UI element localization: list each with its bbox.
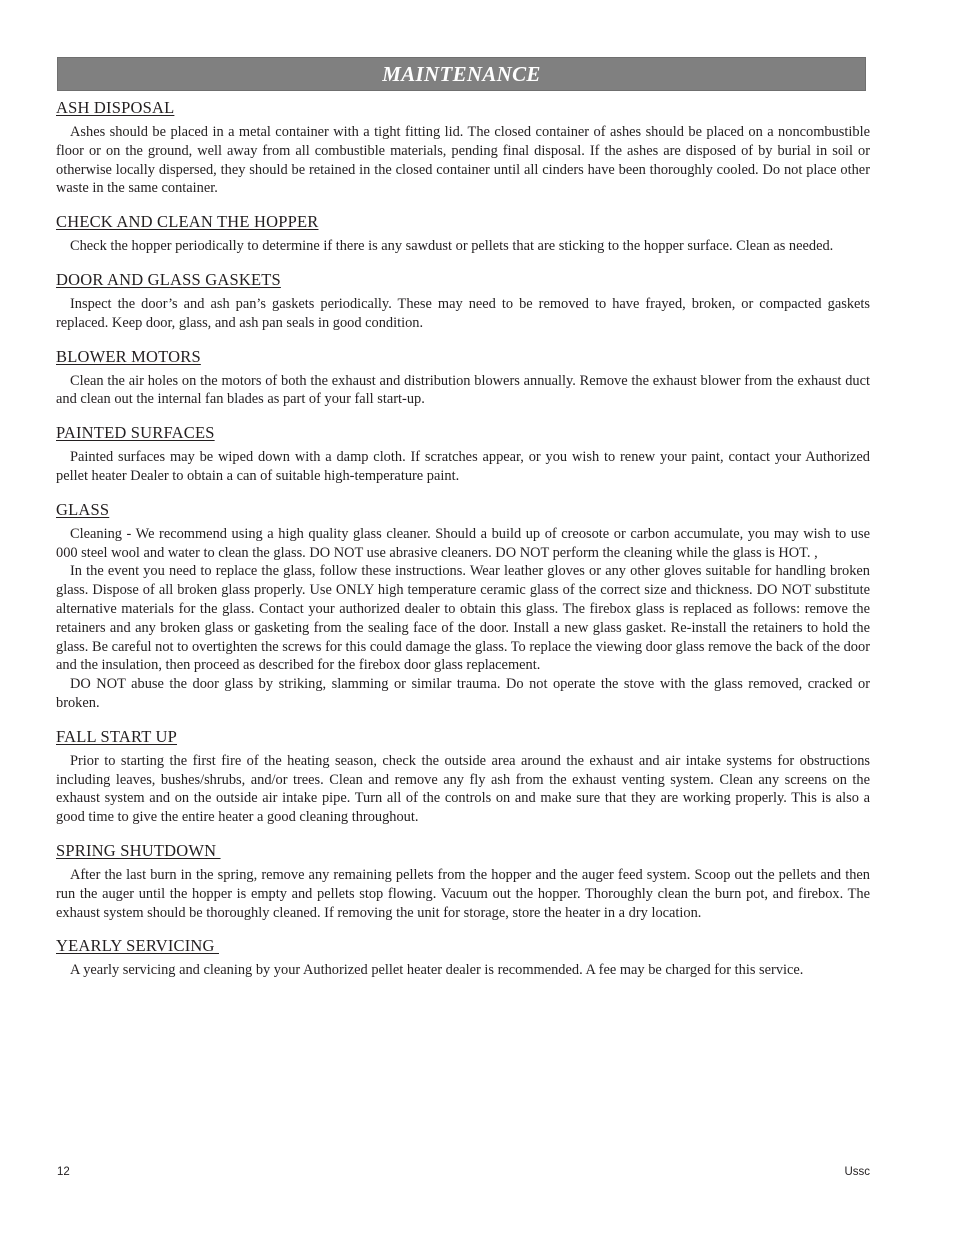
section-paragraph: Check the hopper periodically to determine if there is any sawdust or pellets that are sticking to the hopper surface. Clean as needed. [70,238,834,255]
section-banner [57,57,866,91]
section-heading: CHECK AND CLEAN THE HOPPER [56,212,319,232]
section-paragraph: Cleaning - We recommend using a high quality glass cleaner. Should a build up of creosote or carbon accumulate, you may wish to use 000 steel wool and water to clean the glass. DO NOT use abrasive cleaners. DO NOT perform the cleaning while the glass is HOT. , [56,525,870,561]
section [56,211,870,256]
section-heading: FALL START UP [56,726,178,746]
section [56,840,870,922]
section-paragraph: A yearly servicing and cleaning by your Authorized pellet heater dealer is recommended. A fee may be charged for this service. [70,962,804,979]
section-heading: YEARLY SERVICING [56,936,219,956]
section-paragraph: Painted surfaces may be wiped down with a damp cloth. If scratches appear, or you wish to renew your paint, contact your Authorized pellet heater Dealer to obtain a can of suitable high-temperature paint. [56,449,870,484]
section-paragraph: DO NOT abuse the door glass by striking, slamming or similar trauma. Do not operate the stove with the glass removed, cracked or broken. [56,676,870,711]
section-paragraph: Inspect the door’s and ash pan’s gaskets periodically. These may need to be removed to have frayed, broken, or compacted gaskets replaced. Keep door, glass, and ash pan seals in good condition. [56,295,870,331]
section [56,499,870,713]
section-paragraph: Clean the air holes on the motors of both the exhaust and distribution blowers annually. Remove the exhaust blower from the exhaust duct and clean out the internal fan blades as part of your fall start-up. [56,372,870,408]
section-heading: GLASS [56,499,110,519]
section-heading: DOOR AND GLASS GASKETS [56,269,281,289]
section [56,97,870,198]
document-code: Ussc [844,1166,870,1178]
section-heading: ASH DISPOSAL [56,98,175,117]
section-paragraph: In the event you need to replace the glass, follow these instructions. Wear leather gloves or any other gloves suitable for handling broken glass. Dispose of all broken glass properly. Use ONLY high temperature ceramic glass of the correct size and thickness. DO NOT substitute alternative materials for the glass. Contact your authorized dealer to obtain this glass. The firebox glass is replaced as follows: remove the retainers and any broken glass or gasketing from the sealing face of the door. Install a new glass gasket. Re-install the retainers to hold the glass. Be careful not to overtighten the screws for this could damage the glass. To replace the viewing door glass remove the back of the door and the insulation, then proceed as described for the firebox door glass replacement. [56,563,870,674]
section [56,935,870,980]
page-number: 12 [57,1166,70,1178]
section-heading: BLOWER MOTORS [56,346,201,366]
document-body [56,97,870,993]
section [56,269,870,333]
section-heading: PAINTED SURFACES [56,423,215,443]
section [56,422,870,486]
section-heading: SPRING SHUTDOWN [56,840,221,860]
section-paragraph: Ashes should be placed in a metal container with a tight fitting lid. The closed container of ashes should be placed on a noncombustible floor or on the ground, well away from all combustible materials, pending final disposal. If the ashes are disposed of by burial in soil or otherwise locally dispersed, they should be retained in the closed container until all cinders have been thoroughly cooled. Do not place other waste in the same container. [56,124,870,197]
section-paragraph: After the last burn in the spring, remove any remaining pellets from the hopper and the auger feed system. Scoop out the pellets and then run the auger until the hopper is empty and pellets stop flowing. Vacuum out the hopper. Thoroughly clean the burn pot, and firebox. The exhaust system should be thoroughly cleaned. If removing the unit for storage, store the heater in a dry location. [56,866,870,921]
section-paragraph: Prior to starting the first fire of the heating season, check the outside area around the exhaust and air intake systems for obstructions including leaves, bushes/shrubs, and/or trees. Clean and remove any fly ash from the exhaust venting system. Clean any screens on the exhaust system and on the outside air intake pipe. Turn all of the controls on and make sure that they are working properly. This is also a good time to give the entire heater a good cleaning throughout. [56,752,870,826]
section [56,346,870,410]
page-title: MAINTENANCE [382,61,541,86]
section [56,726,870,827]
